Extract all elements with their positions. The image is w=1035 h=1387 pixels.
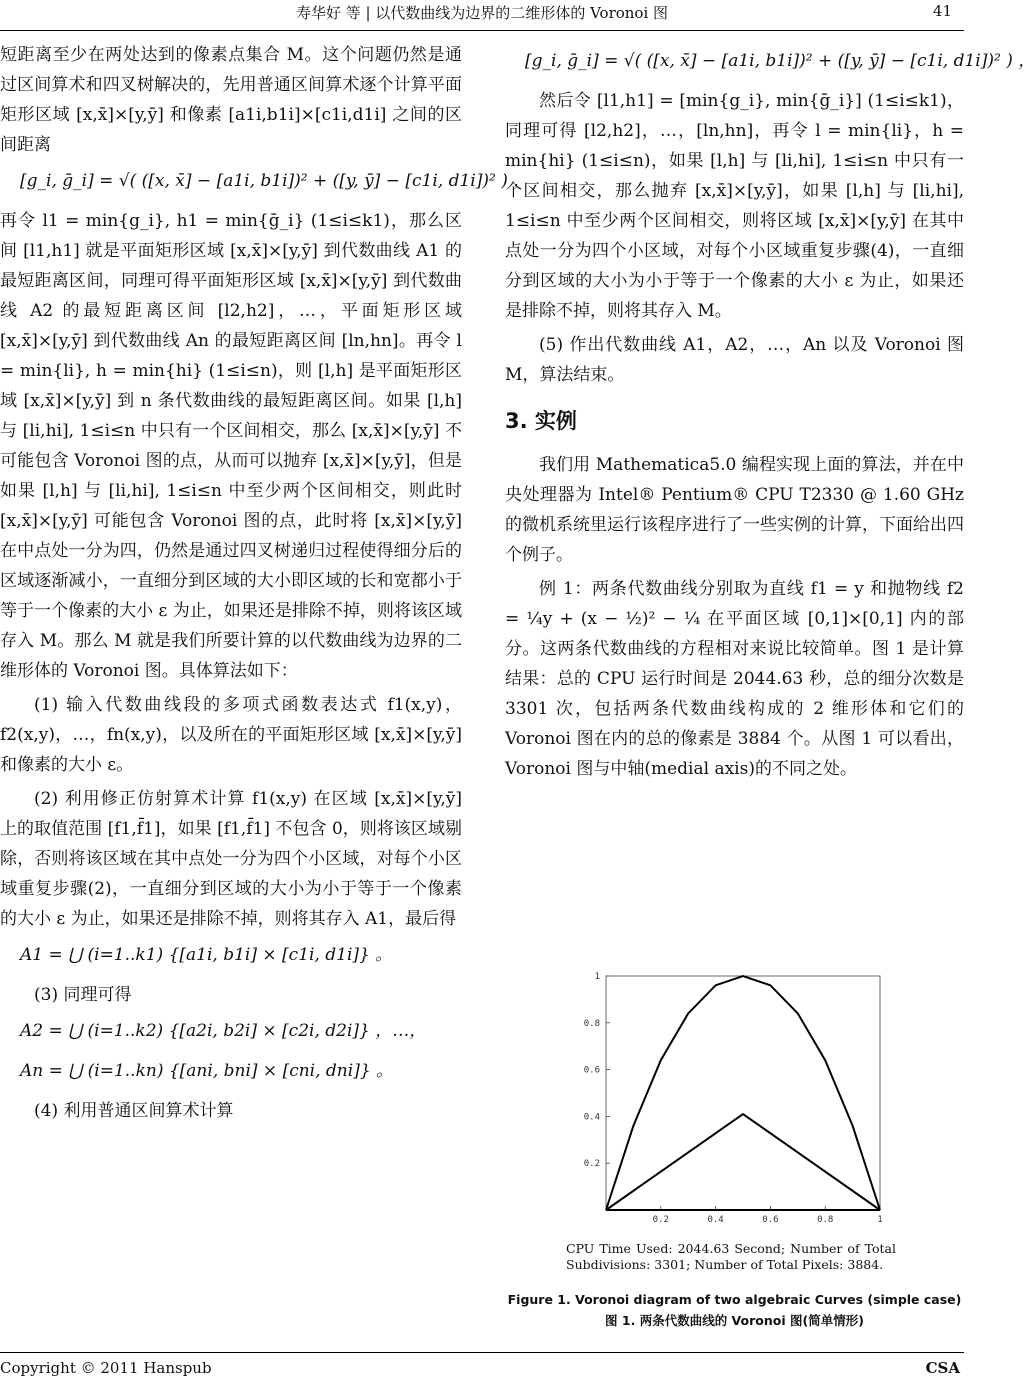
x-tick-label: 0.2 (652, 1215, 669, 1225)
footer-publisher: CSA (925, 1359, 960, 1377)
equation-interval-distance-repeat: [g_i, ḡ_i] = √( ([x, x̄] − [a1i, b1i])² + ([y, ȳ] − [c1i, d1i])² ) ， (525, 51, 1035, 71)
algorithm-step-2: (2) 利用修正仿射算术计算 f1(x,y) 在区域 [x,x̄]×[y,ȳ] 上的取值范围 [f1,f̄1]，如果 [f1,f̄1] 不包含 0，则将该区域剔除，否则将该区域在其中点处一分为四个小区域，对每个小区域重复步骤(2)，一直细分到区域的大小为小于等于一个像素的大小 ε 为止，如果还是排除不掉，则将其存入 A1，最后得 (0, 789, 462, 929)
paragraph-distance-set: 短距离至少在两处达到的像素点集合 M。这个问题仍然是通过区间算术和四叉树解决的，先用普通区间算术逐个计算平面矩形区域 [x,x̄]×[y,ȳ] 和像素 [a1i,b1i]×[c1i,d1i] 之间的区间距离 (0, 45, 462, 155)
paragraph-step-4-body: 然后令 [l1,h1] = [min{g_i}, min{ḡ_i}] (1≤i≤k1)，同理可得 [l2,h2]，…，[ln,hn]，再令 l = min{li}，h = min{hi} (1≤i≤n)，如果 [l,h] 与 [li,hi], 1≤i≤n 中只有一个区间相交，那么抛弃 [x,x̄]×[y,ȳ]，如果 [l,h] 与 [li,hi], 1≤i≤n 中至少两个区间相交，则将区域 [x,x̄]×[y,ȳ] 在其中点处一分为四个小区域，对每个小区域重复步骤(4)，一直细分到区域的大小为小于等于一个像素的大小 ε 为止，如果还是排除不掉，则将其存入 M。 (505, 91, 964, 321)
x-tick-label: 0.8 (817, 1215, 834, 1225)
figure-1-plot (562, 966, 890, 1230)
y-tick-label: 0.4 (583, 1112, 600, 1123)
paragraph-shortest-interval: 再令 l1 = min{g_i}, h1 = min{ḡ_i} (1≤i≤k1)，那么区间 [l1,h1] 就是平面矩形区域 [x,x̄]×[y,ȳ] 到代数曲线 A1 的最短距离区间，同理可得平面矩形区域 [x,x̄]×[y,ȳ] 到代数曲线 A2 的最短距离区间 [l2,h2]，…，平面矩形区域 [x,x̄]×[y,ȳ] 到代数曲线 An 的最短距离区间 [ln,hn]。再令 l = min{li}, h = min{hi} (1≤i≤n)，则 [l,h] 是平面矩形区域 [x,x̄]×[y,ȳ] 到 n 条代数曲线的最短距离区间。如果 [l,h] 与 [li,hi], 1≤i≤n 中只有一个区间相交，那么 [x,x̄]×[y,ȳ] 不可能包含 Voronoi 图的点，从而可以抛弃 [x,x̄]×[y,ȳ]，但是如果 [l,h] 与 [li,hi], 1≤i≤n 中至少两个区间相交，则此时 [x,x̄]×[y,ȳ] 可能包含 Voronoi 图的点，此时将 [x,x̄]×[y,ȳ] 在中点处一分为四，仍然是通过四叉树递归过程使得细分后的区域逐渐减小，一直细分到区域的大小即区域的长和宽都小于等于一个像素的大小 ε 为止，如果还是排除不掉，则将该区域存入 M。那么 M 就是我们所要计算的以代数曲线为边界的二维形体的 Voronoi 图。具体算法如下： (0, 211, 462, 681)
series-line-1 (606, 1114, 880, 1210)
page-footer (0, 1352, 964, 1387)
left-column (0, 40, 531, 1130)
header-title: 寿华好 等 | 以代数曲线为边界的二维形体的 Voronoi 图 (295, 4, 669, 22)
figure-caption-english: Figure 1. Voronoi diagram of two algebraic Curves (simple case) (507, 1292, 962, 1307)
equation-a1-union: A1 = ⋃ (i=1..k1) {[a1i, b1i] × [c1i, d1i]} 。 (20, 945, 393, 965)
x-tick-label: 1 (877, 1215, 883, 1225)
x-tick-label: 0.6 (762, 1215, 779, 1225)
algorithm-step-5: (5) 作出代数曲线 A1，A2，…，An 以及 Voronoi 图 M，算法结束。 (505, 335, 964, 385)
equation-interval-distance: [g_i, ḡ_i] = √( ([x, x̄] − [a1i, b1i])² + ([y, ȳ] − [c1i, d1i])² ) ， (20, 171, 531, 191)
paragraph-example-1: 例 1：两条代数曲线分别取为直线 f1 = y 和抛物线 f2 = ¼y + (x − ½)² − ¼ 在平面区域 [0,1]×[0,1] 内的部分。这两条代数曲线的方程相对来说比较简单。图 1 是计算结果：总的 CPU 运行时间是 2044.63 秒，总的细分次数是 3301 次，包括两条代数曲线构成的 2 维形体和它们的 Voronoi 图在内的总的像素是 3884 个。从图 1 可以看出，Voronoi 图与中轴(medial axis)的不同之处。 (505, 579, 964, 779)
y-tick-label: 0.6 (583, 1065, 600, 1076)
footer-copyright: Copyright © 2011 Hanspub (0, 1359, 212, 1377)
figure-run-stats: CPU Time Used: 2044.63 Second; Number of Total Subdivisions: 3301; Number of Total Pixels: 3884. (566, 1241, 896, 1272)
equation-a2-union: A2 = ⋃ (i=1..k2) {[a2i, b2i] × [c2i, d2i]} ，…， (20, 1021, 427, 1041)
y-tick-label: 0.2 (583, 1159, 600, 1170)
series-line-0 (606, 976, 880, 1210)
page-number: 41 (932, 2, 952, 20)
x-tick-label: 0.4 (707, 1215, 724, 1225)
y-tick-label: 0.8 (583, 1018, 600, 1029)
section-heading-examples: 3. 实例 (505, 409, 577, 433)
algorithm-step-1: (1) 输入代数曲线段的多项式函数表达式 f1(x,y)，f2(x,y)，…，fn(x,y)，以及所在的平面矩形区域 [x,x̄]×[y,ȳ] 和像素的大小 ε。 (0, 695, 462, 775)
figure-caption-chinese: 图 1. 两条代数曲线的 Voronoi 图(简单情形) (605, 1313, 864, 1328)
y-tick-label: 1 (594, 972, 600, 982)
equation-an-union: An = ⋃ (i=1..kn) {[ani, bni] × [cni, dni]} 。 (20, 1061, 394, 1081)
paragraph-implementation: 我们用 Mathematica5.0 编程实现上面的算法，并在中央处理器为 Intel® Pentium® CPU T2330 @ 1.60 GHz 的微机系统里运行该程序进行了一些实例的计算，下面给出四个例子。 (505, 455, 964, 565)
running-header (0, 0, 964, 31)
right-column (505, 40, 1035, 788)
voronoi-plot-svg (562, 966, 890, 1230)
algorithm-step-4: (4) 利用普通区间算术计算 (34, 1101, 234, 1121)
algorithm-step-3: (3) 同理可得 (34, 985, 132, 1005)
